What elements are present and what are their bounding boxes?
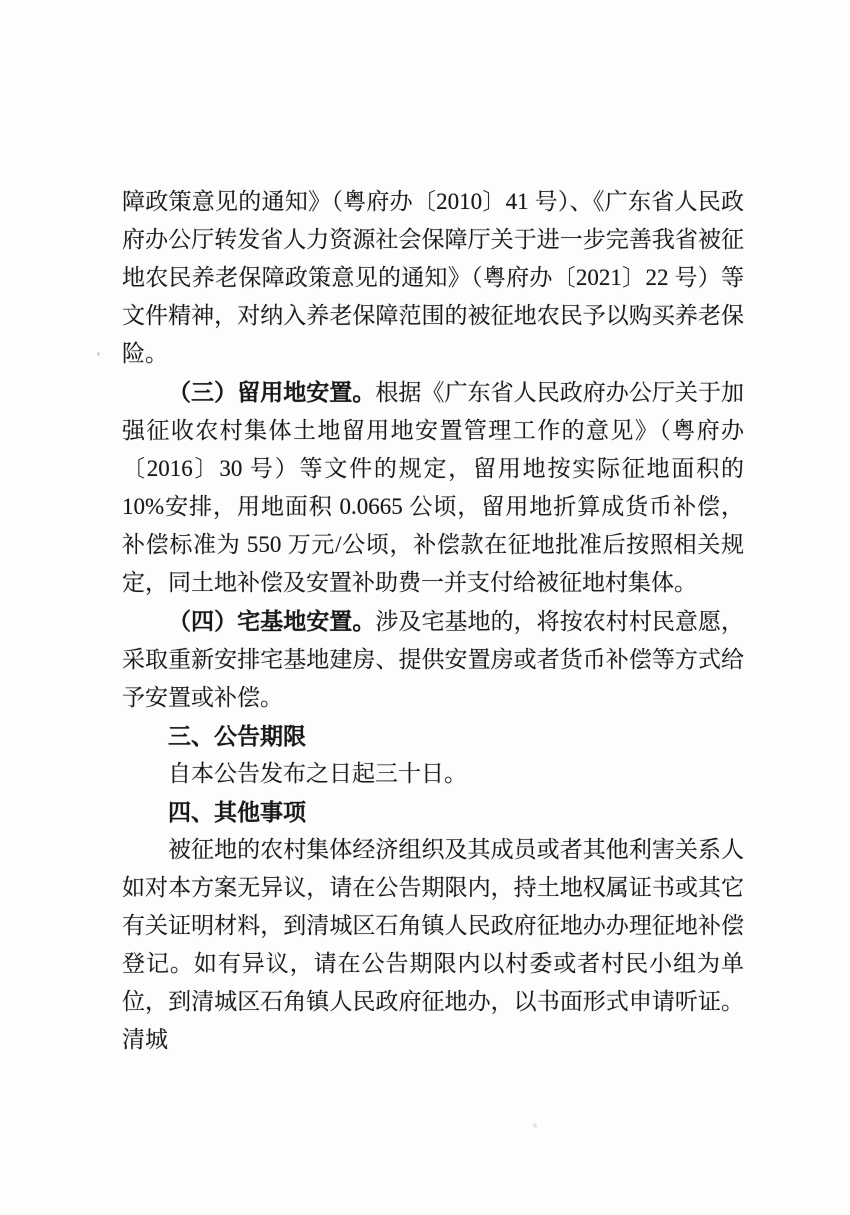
lead-retained-land-resettlement: （三）留用地安置。 <box>168 379 376 405</box>
heading-announcement-period: 三、公告期限 <box>168 723 306 749</box>
text-homestead-resettlement: 涉及宅基地的，将按农村村民意愿，采取重新安排宅基地建房、提供安置房或者货币补偿等方式给予安置或补偿。 <box>122 609 745 710</box>
text-retained-land-resettlement: 根据《广东省人民政府办公厅关于加强征收农村集体土地留用地安置管理工作的意见》（粤府办〔2016〕30 号）等文件的规定，留用地按实际征地面积的 10%安排，用地面积 0.0665 公顷，留用地折算成货币补偿，补偿标准为 550 万元/公顷，补偿款在征地批准后按照相关规定，同土地补偿及安置补助费一并支付给被征地村集体。 <box>122 380 745 595</box>
heading-other-matters: 四、其他事项 <box>168 799 306 825</box>
scan-speck <box>533 1123 537 1128</box>
paragraph-announcement-period: 自本公告发布之日起三十日。 <box>168 761 467 786</box>
paragraph-retained-land-resettlement <box>122 373 744 602</box>
scan-speck <box>97 352 100 356</box>
lead-homestead-resettlement: （四）宅基地安置。 <box>168 608 376 634</box>
paragraph-pension-policy-continuation: 障政策意见的通知》（粤府办〔2010〕41 号）、《广东省人民政府办公厅转发省人力资源社会保障厅关于进一步完善我省被征地农民养老保障政策意见的通知》（粤府办〔2021〕22 号）等文件精神，对纳入养老保障范围的被征地农民予以购买养老保险。 <box>122 189 744 366</box>
body-text <box>122 183 744 1059</box>
paragraph-other-matters: 被征地的农村集体经济组织及其成员或者其他利害关系人如对本方案无异议，请在公告期限内，持土地权属证书或其它有关证明材料，到清城区石角镇人民政府征地办办理征地补偿登记。如有异议，请在公告期限内以村委或者村民小组为单位，到清城区石角镇人民政府征地办，以书面形式申请听证。清城 <box>122 837 744 1052</box>
paragraph-homestead-resettlement <box>122 602 744 717</box>
